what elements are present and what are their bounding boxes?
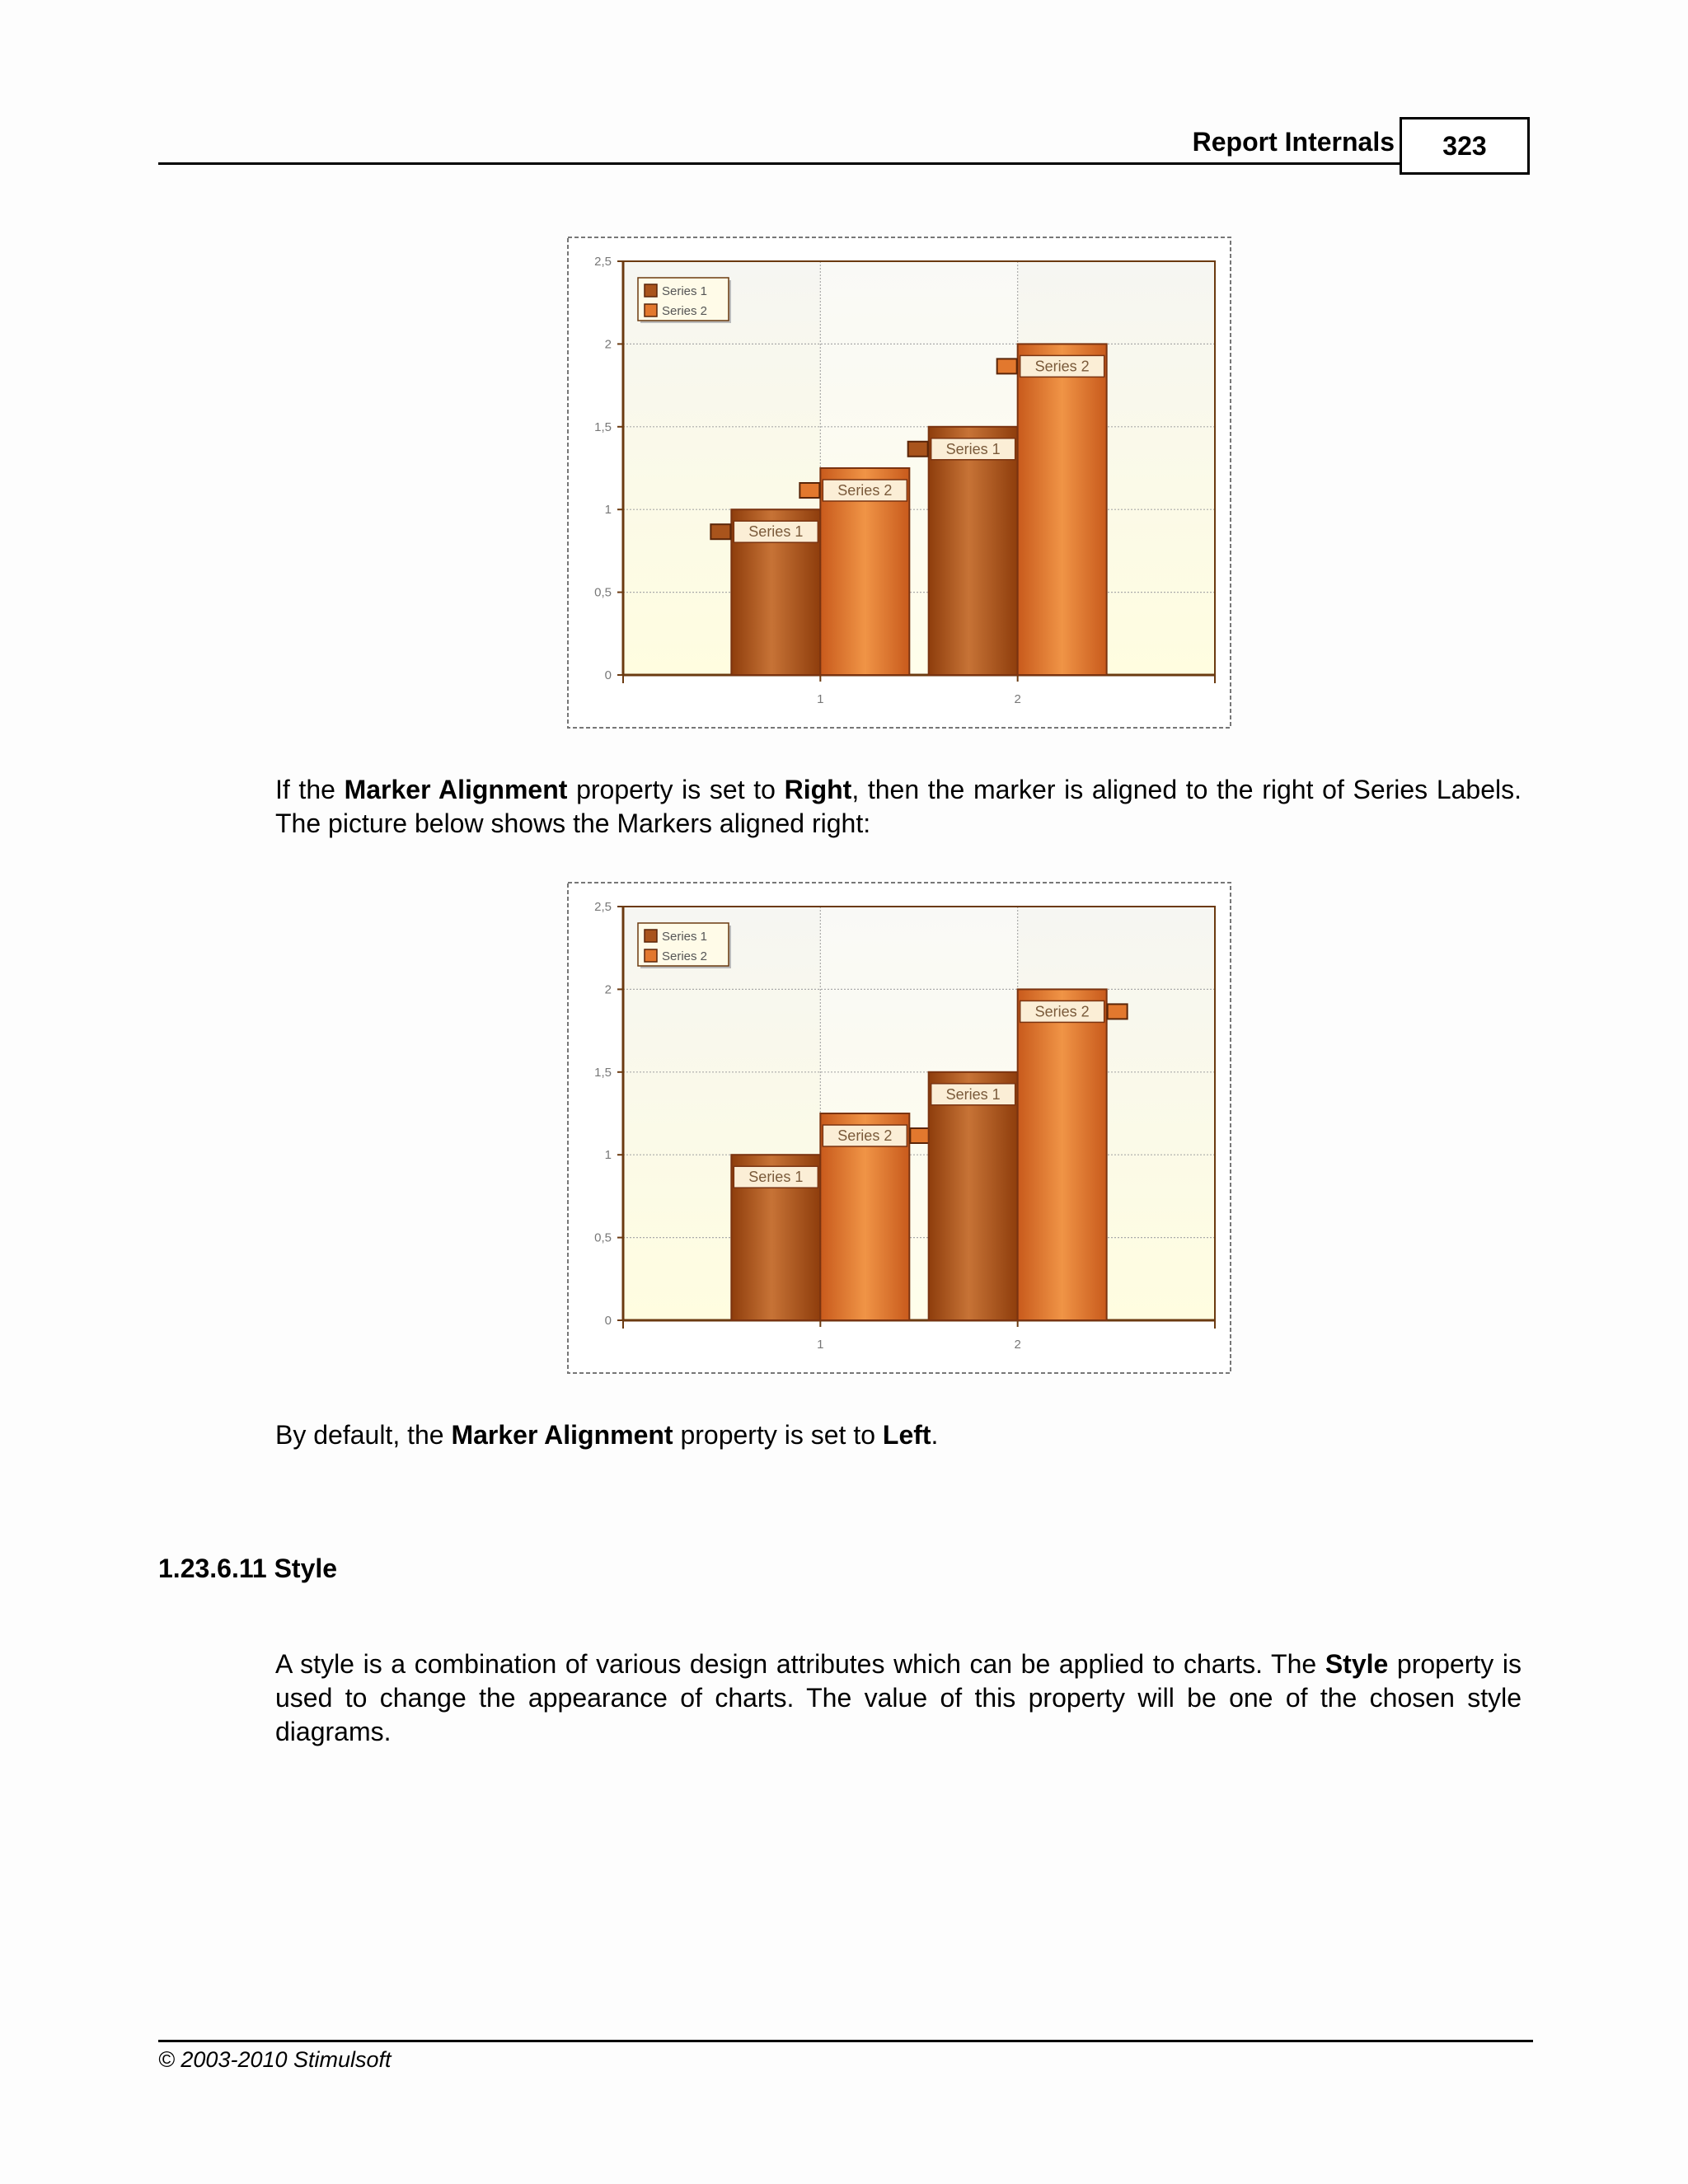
y-tick-label: 2 (604, 982, 612, 997)
para2-bold-left: Left (882, 1420, 931, 1450)
para2-text-1: By default, the (275, 1420, 452, 1450)
footer-copyright: © 2003-2010 Stimulsoft (158, 2047, 392, 2072)
y-tick-label: 0 (604, 1314, 612, 1328)
y-tick-label: 0 (604, 668, 612, 682)
para3-text-1: A style is a combination of various design attributes which can be applied to charts. The (275, 1649, 1325, 1679)
legend-swatch (645, 949, 657, 962)
paragraph-style (275, 1647, 1522, 1749)
legend-entry: Series 2 (662, 949, 708, 963)
para3-bold-style: Style (1325, 1649, 1389, 1679)
series-label-marker (710, 524, 730, 539)
running-header-title: Report Internals (1192, 127, 1395, 157)
y-tick-label: 0,5 (594, 1230, 612, 1245)
page-number: 323 (1400, 117, 1530, 175)
y-tick-label: 1 (604, 1148, 612, 1163)
legend-swatch (645, 930, 657, 942)
para1-bold-right: Right (784, 775, 852, 804)
series-label-marker (908, 442, 928, 457)
y-tick-label: 1 (604, 503, 612, 518)
legend-entry: Series 1 (662, 284, 708, 298)
series-label: Series 1 (945, 1085, 1001, 1103)
x-tick-label: 1 (817, 1338, 824, 1352)
series-label: Series 1 (945, 440, 1001, 457)
legend-swatch (645, 304, 657, 316)
bar-series2-cat2 (1018, 989, 1107, 1320)
chart-marker-right (567, 882, 1231, 1374)
y-tick-label: 0,5 (594, 585, 612, 600)
y-tick-label: 2,5 (594, 255, 612, 269)
x-tick-label: 1 (817, 692, 824, 706)
series-label: Series 1 (748, 523, 804, 541)
series-label-marker (799, 483, 819, 498)
bar-series2-cat2 (1018, 344, 1107, 675)
para1-text-2: property is set to (567, 775, 785, 804)
series-label: Series 2 (837, 1127, 893, 1144)
chart-marker-right-svg (567, 882, 1231, 1374)
series-label-marker (1108, 1004, 1128, 1019)
y-tick-label: 1,5 (594, 1065, 612, 1080)
header-rule (158, 162, 1401, 165)
bar-series1-cat2 (929, 427, 1018, 675)
para2-text-3: . (931, 1420, 939, 1450)
footer-rule (158, 2040, 1533, 2042)
series-label-marker (910, 1128, 930, 1143)
bar-series1-cat2 (929, 1072, 1018, 1320)
y-tick-label: 2,5 (594, 900, 612, 914)
legend-swatch (645, 284, 657, 297)
chart-marker-left (567, 237, 1231, 729)
para1-bold-marker-alignment: Marker Alignment (344, 775, 568, 804)
section-heading: 1.23.6.11 Style (158, 1554, 338, 1583)
series-label-marker (997, 359, 1017, 373)
para2-bold-marker-alignment: Marker Alignment (451, 1420, 673, 1450)
para1-text-3: , then the marker is aligned to the right of Series Labels. The picture below shows the Markers aligned right: (275, 775, 1522, 838)
x-tick-label: 2 (1014, 692, 1021, 706)
series-label: Series 1 (748, 1169, 804, 1186)
para2-text-2: property is set to (673, 1420, 883, 1450)
para1-text-1: If the (275, 775, 345, 804)
paragraph-marker-right (275, 773, 1522, 841)
paragraph-default-alignment (275, 1418, 1522, 1452)
y-tick-label: 2 (604, 337, 612, 352)
series-label: Series 2 (1034, 358, 1090, 375)
chart-marker-left-svg (567, 237, 1231, 729)
legend-entry: Series 2 (662, 304, 708, 318)
series-label: Series 2 (837, 482, 893, 499)
series-label: Series 2 (1034, 1003, 1090, 1020)
legend-entry: Series 1 (662, 930, 708, 944)
x-tick-label: 2 (1014, 1338, 1021, 1352)
para3-text-2: property is used to change the appearance of charts. The value of this property will be one of the chosen style diagrams. (275, 1649, 1522, 1746)
y-tick-label: 1,5 (594, 419, 612, 434)
